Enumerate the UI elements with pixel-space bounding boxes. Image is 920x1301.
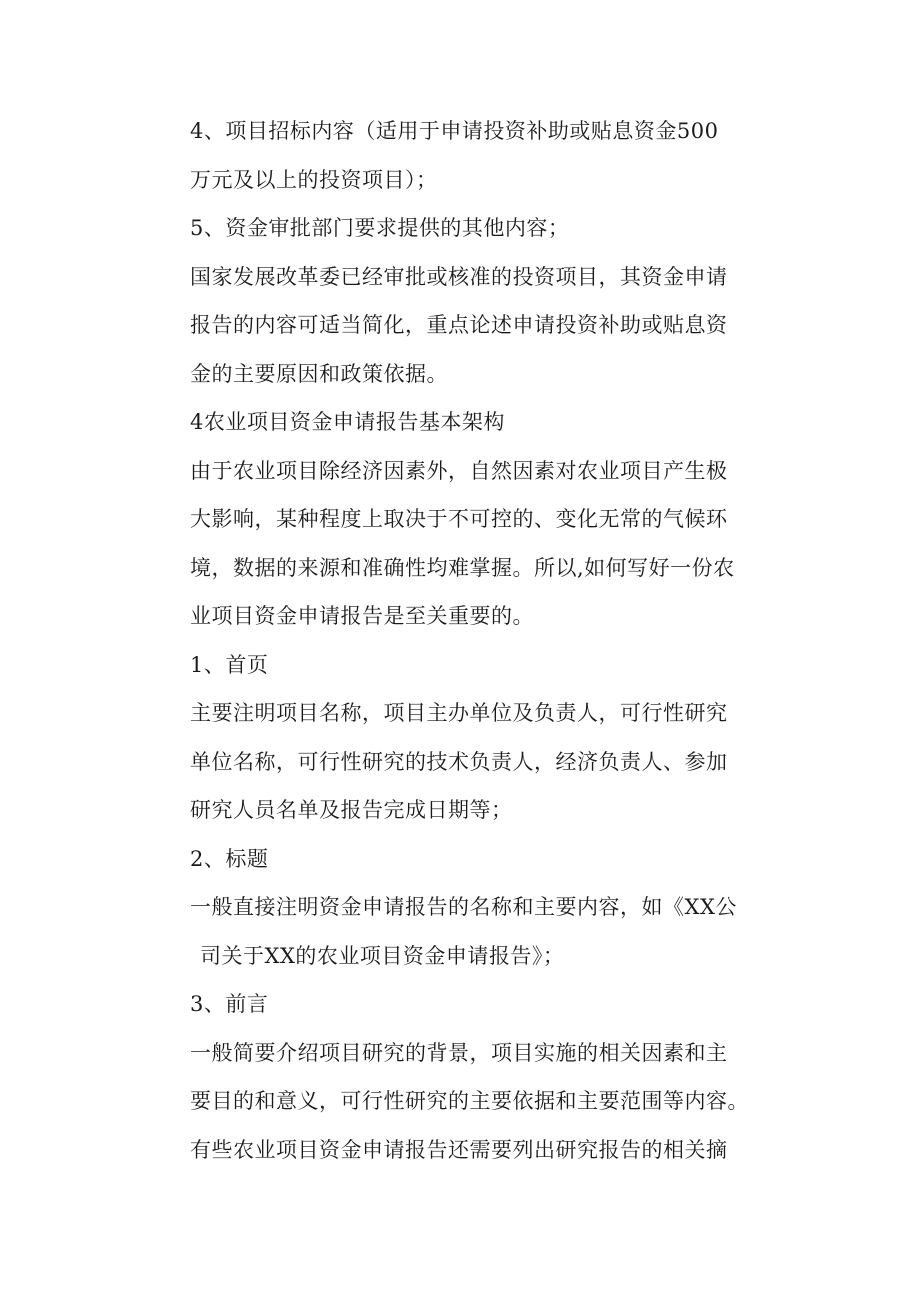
document-body: [190, 107, 750, 1174]
subsection-heading: 2、标题: [190, 846, 269, 871]
subsection-heading: 1、首页: [190, 652, 269, 677]
text-line: 有些农业项目资金申请报告还需要列出研究报告的相关摘: [190, 1137, 728, 1162]
text-line: 业项目资金申请报告是至关重要的。: [190, 604, 534, 628]
text-line: 司关于XX的农业项目资金申请报告》；: [200, 943, 565, 968]
text-line: 境，数据的来源和准确性均难掌握。所以,如何写好一份农: [190, 555, 735, 580]
text-line: 要目的和意义，可行性研究的主要依据和主要范围等内容。: [190, 1089, 749, 1113]
section-heading: 4农业项目资金申请报告基本架构: [190, 410, 505, 434]
text-line: 一般直接注明资金申请报告的名称和主要内容，如《XX公: [190, 895, 737, 919]
text-line: 研究人员名单及报告完成日期等；: [190, 798, 513, 822]
text-line: 主要注明项目名称，项目主办单位及负责人，可行性研究: [190, 701, 728, 725]
text-line: 4、项目招标内容（适用于申请投资补助或贴息资金500: [190, 119, 719, 143]
text-line: 大影响，某种程度上取决于不可控的、变化无常的气候环: [190, 507, 728, 531]
text-line: 国家发展改革委已经审批或核准的投资项目，其资金申请: [190, 264, 728, 289]
text-line: 报告的内容可适当简化，重点论述申请投资补助或贴息资: [190, 313, 728, 337]
text-line: 万元及以上的投资项目）；: [190, 167, 438, 192]
text-line: 由于农业项目除经济因素外，自然因素对农业项目产生极: [190, 458, 728, 483]
subsection-heading: 3、前言: [190, 992, 269, 1016]
text-line: 单位名称，可行性研究的技术负责人，经济负责人、参加: [190, 749, 728, 774]
text-line: 金的主要原因和政策依据。: [190, 361, 448, 386]
text-line: 一般简要介绍项目研究的背景，项目实施的相关因素和主: [190, 1040, 728, 1065]
text-line: 5、资金审批部门要求提供的其他内容；: [190, 216, 570, 240]
